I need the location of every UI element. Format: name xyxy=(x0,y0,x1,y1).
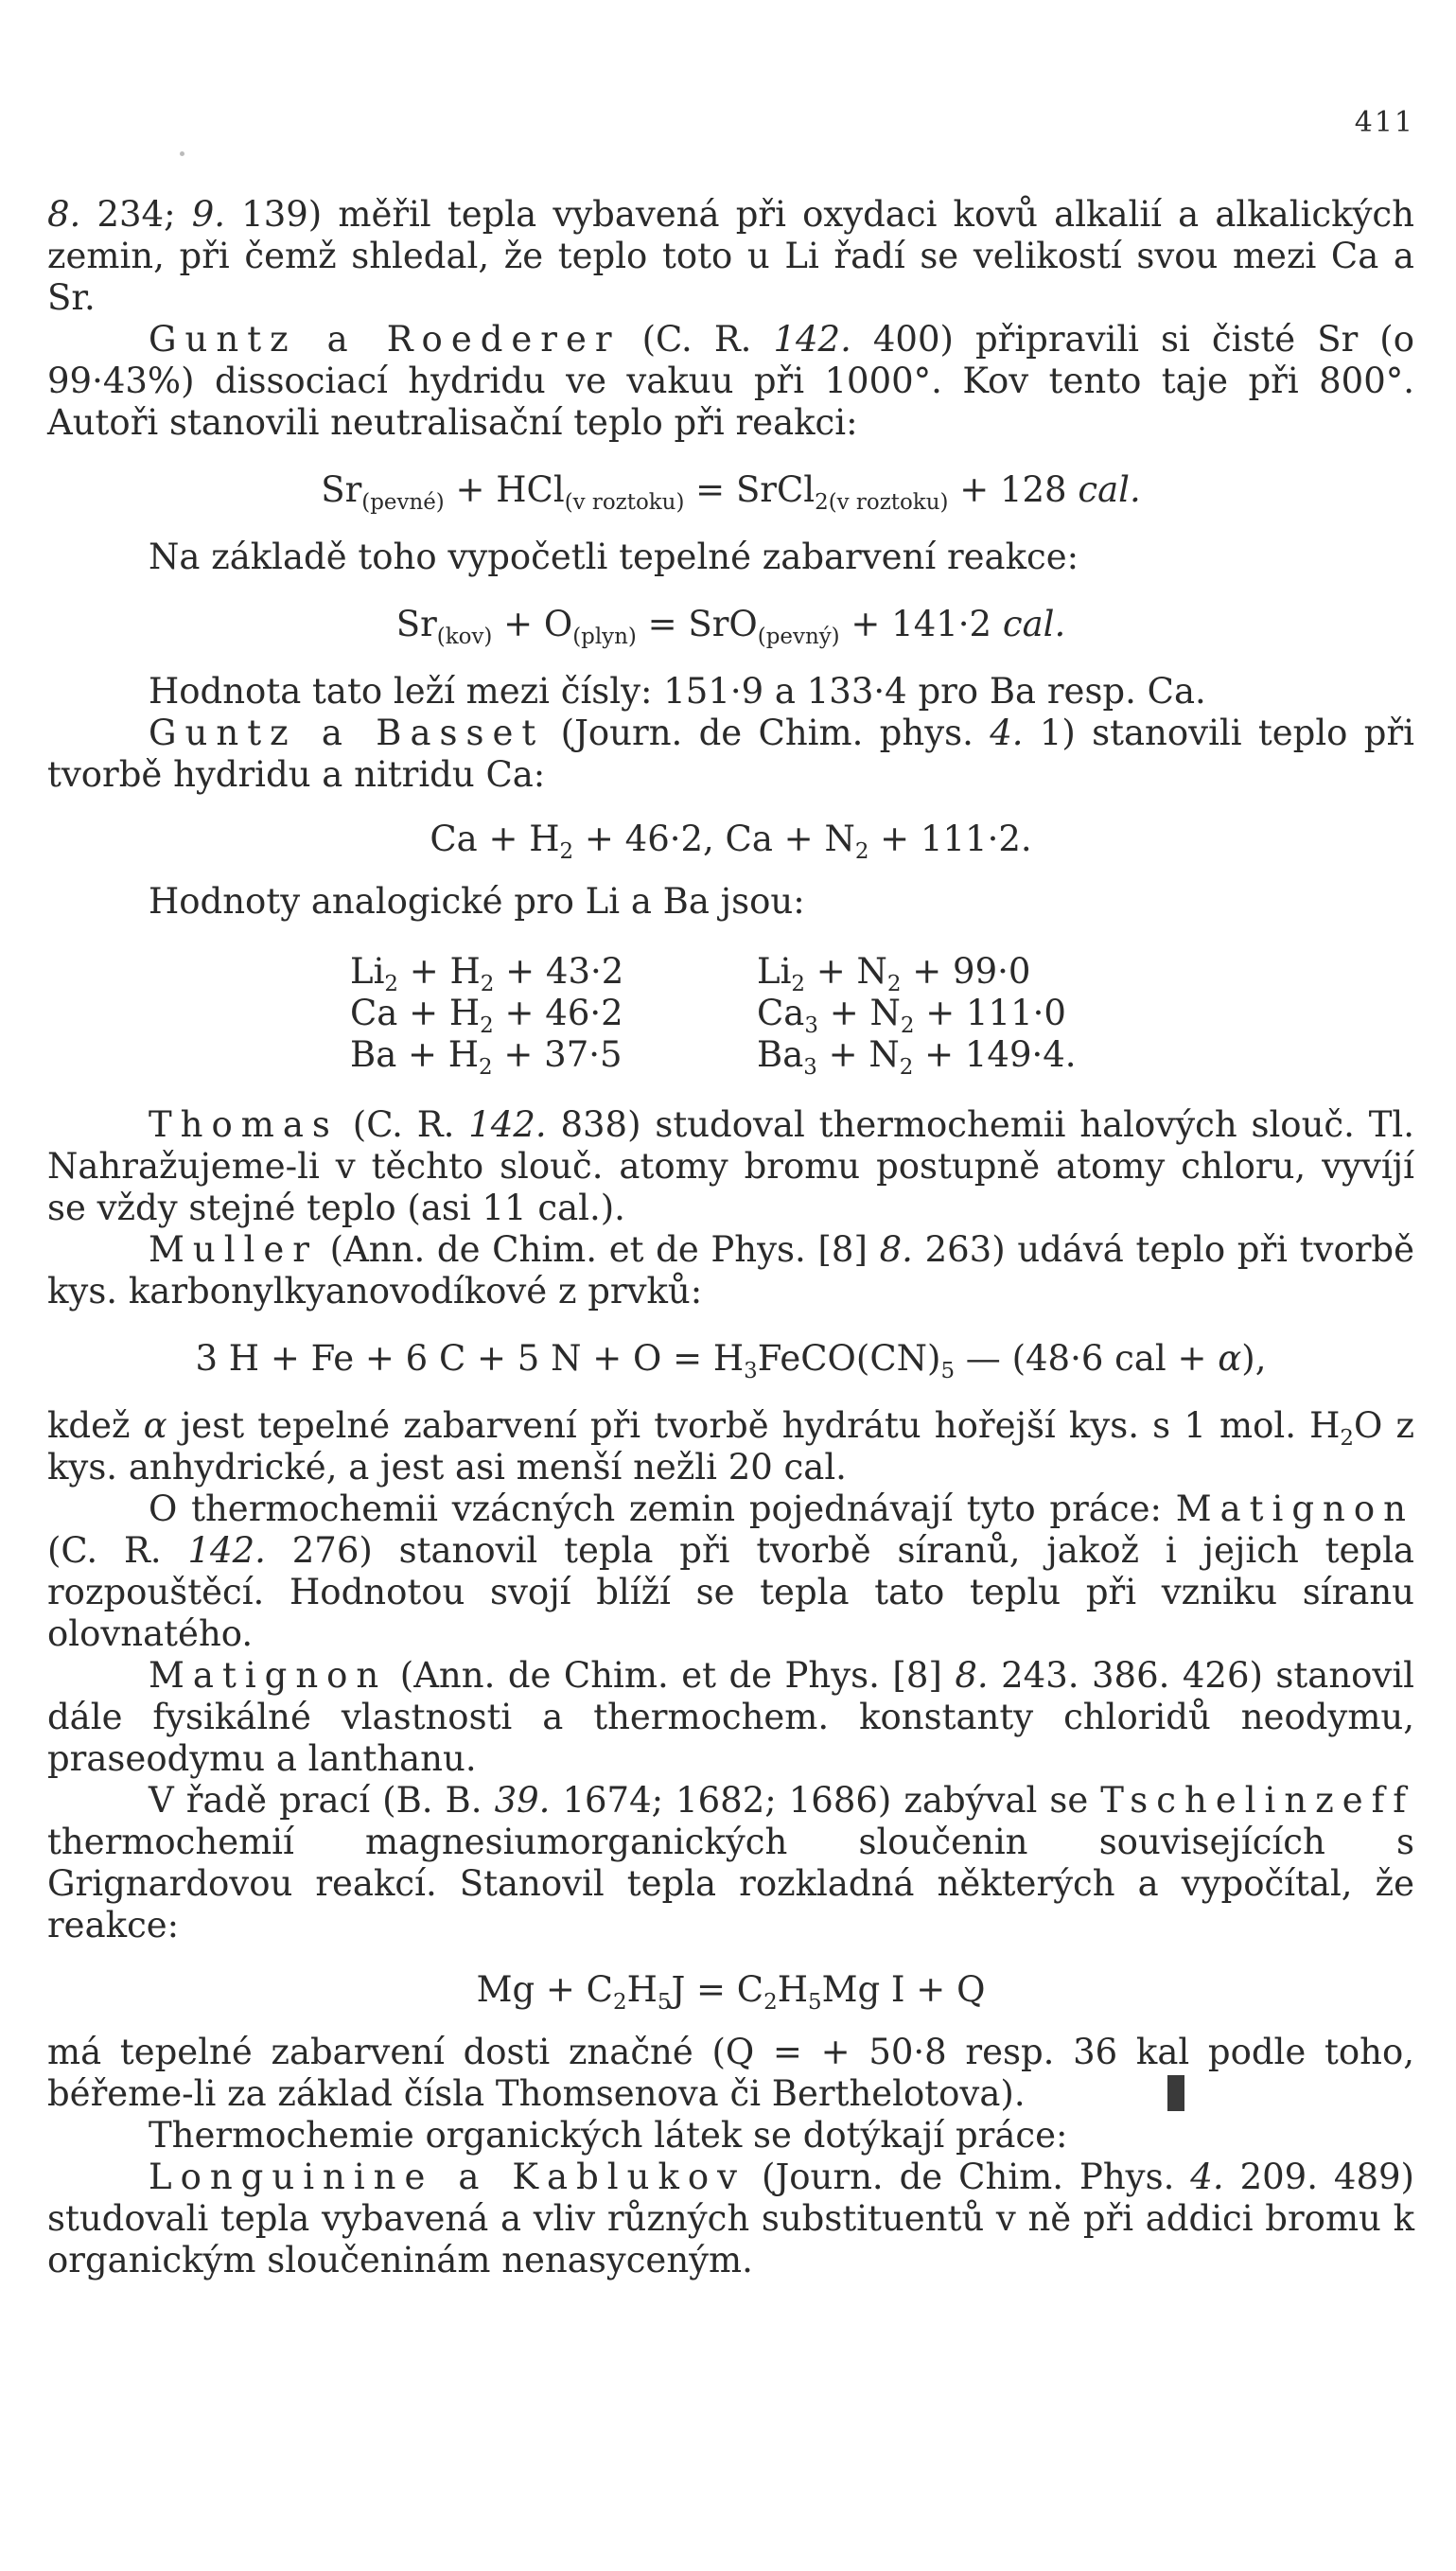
paragraph: V řadě prací (B. B. 39. 1674; 1682; 1686) zabýval se Tschelinzeff thermochemií magnesiumorganických sloučenin souvisejících s Grignardovou reakcí. Stanovil tepla rozkladná některých a vypočítal, že reakce: xyxy=(47,1780,1414,1946)
speck xyxy=(180,151,184,156)
table-row xyxy=(350,951,1077,993)
paragraph: Thermochemie organických látek se dotýkají práce: xyxy=(149,2115,1068,2156)
equation: $Ca + H_2 + 46\cdot 2$, $Ca + N_2 + 111\cdot 2$. xyxy=(430,819,1032,865)
table-cell: $Ba + H_2 + 37\cdot 5$ xyxy=(350,1034,623,1081)
paragraph: Hodnoty analogické pro Li a Ba jsou: xyxy=(149,881,805,922)
table-row xyxy=(350,993,1077,1034)
paragraph: Na základě toho vypočetli tepelné zabarvení reakce: xyxy=(149,537,1079,577)
values-table xyxy=(350,951,1077,1081)
page-number: 411 xyxy=(1354,106,1414,139)
table-cell: $Ca_3 + N_2 + 111\cdot 0$ xyxy=(757,993,1066,1039)
table-cell: $Ca + H_2 + 46\cdot 2$ xyxy=(350,993,623,1039)
paragraph: Guntz a Roederer (C. R. 142. 400) připravili si čisté Sr (o 99·43%) dissociací hydridu ve vakuu při 1000°. Kov tento taje při 800°. Autoři stanovili neutralisační teplo při reakci: xyxy=(47,319,1414,443)
paragraph: 8. 234; 9. 139) měřil tepla vybavená při oxydaci kovů alkalií a alkalických zemin, při čemž shledal, že teplo toto u Li řadí se velikostí svou mezi Ca a Sr. xyxy=(47,194,1414,318)
paragraph: Matignon (Ann. de Chim. et de Phys. [8] 8. 243. 386. 426) stanovil dále fysikálné vlastnosti a thermochem. konstanty chloridů neodymu, praseodymu a lanthanu. xyxy=(47,1655,1414,1779)
equation: $Mg + C_2H_5J = C_2H_5Mg$ I + Q xyxy=(476,1969,986,2016)
paragraph: Muller (Ann. de Chim. et de Phys. [8] 8. 263) udává teplo při tvorbě kys. karbonylkyanovodíkové z prvků: xyxy=(47,1229,1414,1312)
table-cell: $Li_2 + H_2 + 43\cdot 2$ xyxy=(350,951,624,997)
paragraph: O thermochemii vzácných zemin pojednávají tyto práce: Matignon (C. R. 142. 276) stanovil tepla při tvorbě síranů, jakož i jejich tepla rozpouštěcí. Hodnotou svojí blíží se tepla tato teplu při vzniku síranu olovnatého. xyxy=(47,1488,1414,1654)
paragraph: Hodnota tato leží mezi čísly: 151·9 a 133·4 pro Ba resp. Ca. xyxy=(149,671,1206,712)
margin-mark-icon xyxy=(1167,2075,1184,2111)
equation: $Sr_{(pevné)} + HCl_{(v roztoku)}$ = SrCl$_{2(v roztoku)}$ + 128 cal. xyxy=(321,469,1141,516)
table-cell: $Li_2 + N_2 + 99\cdot 0$ xyxy=(757,951,1031,997)
table-row xyxy=(350,1034,1077,1076)
paragraph: kdež α jest tepelné zabarvení při tvorbě hydrátu hořejší kys. s 1 mol. $H_2O$ z kys. anhydrické, a jest asi menší nežli 20 cal. xyxy=(47,1405,1415,1488)
paragraph: Thomas (C. R. 142. 838) studoval thermochemii halových slouč. Tl. Nahražujeme-li v těchto slouč. atomy bromu postupně atomy chloru, vyvíjí se vždy stejné teplo (asi 11 cal.). xyxy=(47,1104,1415,1228)
table-cell: $Ba_3 + N_2 + 149\cdot 4$. xyxy=(757,1034,1077,1081)
equation: $Sr_{(kov)} + O_{(plyn)} = SrO_{(pevný)} + 141\cdot 2$ cal. xyxy=(395,604,1066,650)
paragraph: Longuinine a Kablukov (Journ. de Chim. Phys. 4. 209. 489) studovali tepla vybavená a vliv různých substituentů v ně při addici bromu k organickým sloučeninám nenasyceným. xyxy=(47,2157,1414,2280)
body-text xyxy=(47,194,1414,2281)
paragraph xyxy=(47,2032,1414,2115)
equation: 3 H + Fe + 6 C + 5 $N + O = H_3FeCO(CN)_5$ — (48·6 cal + α), xyxy=(195,1338,1267,1384)
page xyxy=(47,0,1414,2571)
paragraph-text: má tepelné zabarvení dosti značné (Q = + 50·8 resp. 36 kal podle toho, béřeme-li za základ čísla Thomsenova či Berthelotova). xyxy=(47,2032,1414,2114)
paragraph: Guntz a Basset (Journ. de Chim. phys. 4. 1) stanovili teplo při tvorbě hydridu a nitridu Ca: xyxy=(47,713,1414,795)
